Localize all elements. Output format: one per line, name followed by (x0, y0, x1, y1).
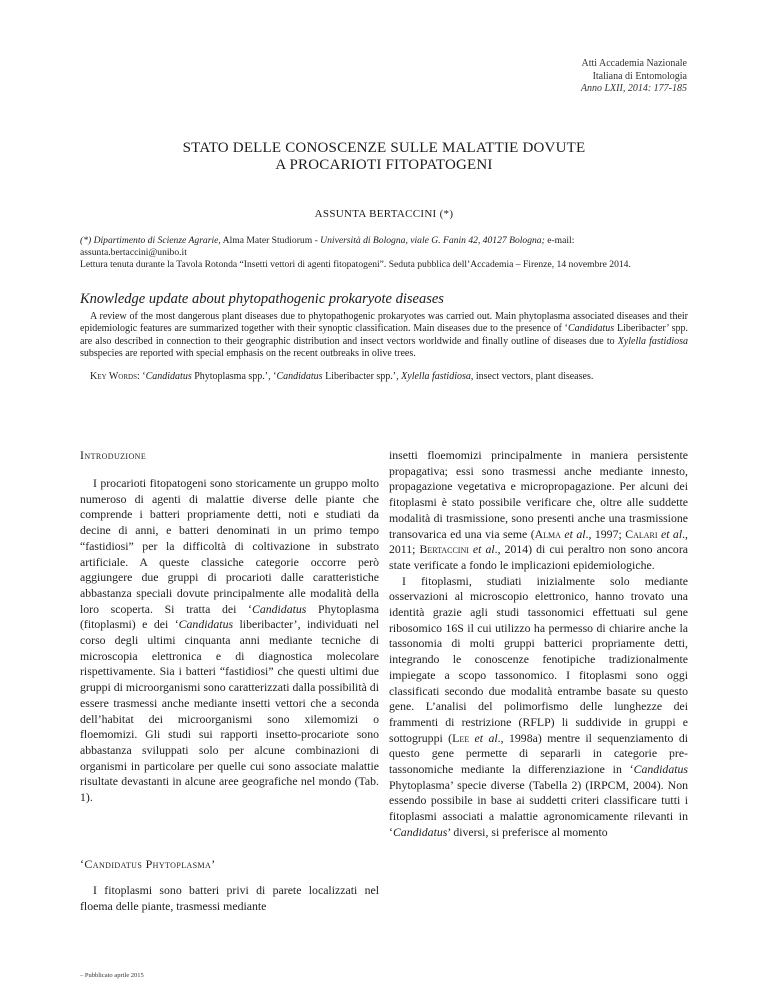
body-text: Phytoplasma (fitoplasmi) e dei ‘ (80, 601, 379, 632)
paper-title-line1: STATO DELLE CONOSCENZE SULLE MALATTIE DOVUTE (182, 140, 586, 156)
body-text: ’ diversi, si preferisce al momento (447, 824, 608, 839)
body-text: liberibacter’, individuati nel corso degli ultimi cinquanta anni mediante tecniche di microscopia elettronica e di diagnostica molecolare rispettivamente. Sia i batteri “fastidiosi” che questi ultimi due gruppi di microorganismi sono caratterizzati dalla possibilità di essere trasmessi anche mediante insetti vettori che a seconda dell’habitat dei microorganismi sono xilemomizi o floemomizi. Gli studi sui rapporti insetto-procariote sono abbastanza sviluppati solo per alcune combinazioni di organismi in particolare per quelle cui sono associate malattie risultate devastanti in alcune aree geografiche nel mondo (Tab. 1). (80, 617, 379, 805)
body-text: I fitoplasmi, studiati inizialmente solo mediante osservazioni al microscopio elettronico, hanno trovato una identità grazie agli studi tassonomici effettuati sul gene ribosomico 16S il cui utilizzo ha permesso di chiarire anche la tassonomia di molti gruppi batterici propriamente detti, integrando le conoscenze fenotipiche tradizionalmente impiegate a scopo tassonomico. I fitoplasmi sono oggi classificati secondo due modalità entrambe basate su questo gene. L’analisi del polimorfismo delle lunghezze dei frammenti di restrizione (RFLP) li suddivide in gruppi e sottogruppi ( (389, 573, 688, 745)
body-italic: Candidatus (392, 824, 448, 839)
paragraph (389, 574, 688, 841)
publication-note: – Pubblicato aprile 2015 (80, 972, 144, 979)
keyword-text: Phytoplasma spp.’, ‘ (191, 371, 277, 382)
body-text: I procarioti fitopatogeni sono storicamente un gruppo molto numeroso di agenti di malattie diverse delle piante che comprende i batteri propriamente detti, noti e studiati da decine di anni, e batteri denominati in un primo tempo “fastidiosi” per la difficoltà di coltivazione in substrato artificiale. A queste classiche categorie occorre però aggiungere due gruppi di procarioti dalle caratteristiche abbastanza speciali dovute principalmente alle modalità della loro scoperta. Si tratta dei ‘ (80, 476, 379, 616)
body-italic: Candidatus (178, 617, 234, 632)
keywords: Key Words: ‘Candidatus Phytoplasma spp.’, ‘Candidatus Liberibacter spp.’, Xylella fastidiosa, insect vectors, plant diseases. (90, 371, 594, 382)
body-text: ., 1997; (585, 526, 626, 541)
affiliation-univ: Alma Mater Studiorum - (220, 235, 321, 246)
journal-name-line2: Italiana di Entomologia (592, 70, 687, 82)
lecture-note: Lettura tenuta durante la Tavola Rotonda “Insetti vettori di agenti fitopatogeni”. Seduta pubblica dell’Accademia – Firenze, 14 novembre 2014. (80, 259, 631, 270)
keywords-label: Key Words (90, 371, 137, 382)
abstract-text: subspecies are reported with special emphasis on the recent outbreaks in olive trees. (80, 347, 416, 359)
body-text: insetti floemomizi principalmente in maniera persistente propagativa; essi sono trasmessi anche mediante innesto, propagazione vegetativa e micropropagazione. Per alcuni dei fitoplasmi è stato possibile verificare che, oltre alle suddette modalità di trasmissione, sono presenti anche una trasmissione transovarica ed una via seme ( (389, 448, 688, 541)
column-left-bottom (80, 883, 379, 914)
english-title: Knowledge update about phytopathogenic prokaryote diseases (80, 291, 444, 307)
paper-title-line2: A PROCARIOTI FITOPATOGENI (275, 157, 493, 173)
citation-author: Bertaccini (419, 542, 469, 557)
section-heading-introduzione: Introduzione (80, 448, 147, 462)
citation-author: Calari (625, 526, 658, 541)
author-email: assunta.bertaccini@unibo.it (80, 247, 187, 258)
affiliation (80, 235, 690, 271)
abstract-text: Liberibacter’ spp. are also described in connection to their geographic distribution and insect vectors worldwide and finally outline of diseases due to (80, 323, 688, 347)
citation-author: Lee (452, 730, 470, 745)
keyword-italic: Xylella fastidiosa (401, 371, 471, 382)
abstract (80, 311, 688, 360)
paragraph (80, 476, 379, 806)
keyword-text: Liberibacter spp.’, (322, 371, 402, 382)
abstract-text: A review of the most dangerous plant diseases due to phytopathogenic prokaryotes was carried out. Main phytoplasma associated diseases and their epidemiologic features are summarized together with their synoptic classification. Main diseases due to the presence of ‘ (80, 311, 688, 335)
email-label: e-mail: (544, 235, 575, 246)
body-italic: et al (560, 526, 586, 541)
section-heading-word: Phytoplasma (145, 857, 212, 871)
body-italic: Candidatus (251, 601, 307, 616)
body-italic: Candidatus (633, 762, 688, 777)
paper-title (0, 140, 768, 174)
author-name: ASSUNTA BERTACCINI (*) (314, 208, 454, 220)
paragraph (389, 448, 688, 574)
keyword-italic: Candidatus (145, 371, 192, 382)
journal-volume: Anno LXII, 2014: 177-185 (580, 83, 687, 94)
abstract-italic: Candidatus (568, 323, 615, 335)
body-italic: et al (657, 526, 683, 541)
section-heading-cand: Candidatus (84, 857, 143, 871)
body-text: ., 2014) di cui peraltro non sono ancora state verificate a fondo le implicazioni epidemiologiche. (389, 542, 688, 572)
body-text: ., 1998a) mentre il sequenziamento di questo gene permette di separarli in categorie pre-tassonomiche mediante la differenziazione in ‘ (389, 730, 688, 777)
keyword-text: , insect vectors, plant diseases. (470, 371, 594, 382)
body-text: ., 2011; (389, 526, 689, 557)
section-heading-phytoplasma: ‘Candidatus Phytoplasma’ (80, 857, 216, 871)
body-italic: et al (469, 730, 498, 745)
affiliation-dept: (*) Dipartimento di Scienze Agrarie, (80, 235, 221, 246)
journal-header (581, 58, 687, 96)
column-right (389, 448, 688, 841)
citation-author: Alma (534, 526, 561, 541)
paragraph: I fitoplasmi sono batteri privi di parete localizzati nel floema delle piante, trasmessi mediante (80, 883, 379, 913)
journal-name-line1: Atti Accademia Nazionale (581, 58, 687, 69)
abstract-italic: Xylella fastidiosa (617, 335, 689, 347)
keyword-italic: Candidatus (276, 371, 323, 382)
affiliation-address: Università di Bologna, viale G. Fanin 42, 40127 Bologna; (320, 235, 545, 246)
column-left (80, 476, 379, 806)
body-text: Phytoplasma’ specie diverse (Tabella 2) (IRPCM, 2004). Non essendo possibile in base ai suddetti criteri classificare tutti i fitoplasmi associati a malattie agronomicamente rilevanti in ‘ (389, 777, 688, 839)
body-italic: et al (468, 542, 495, 557)
